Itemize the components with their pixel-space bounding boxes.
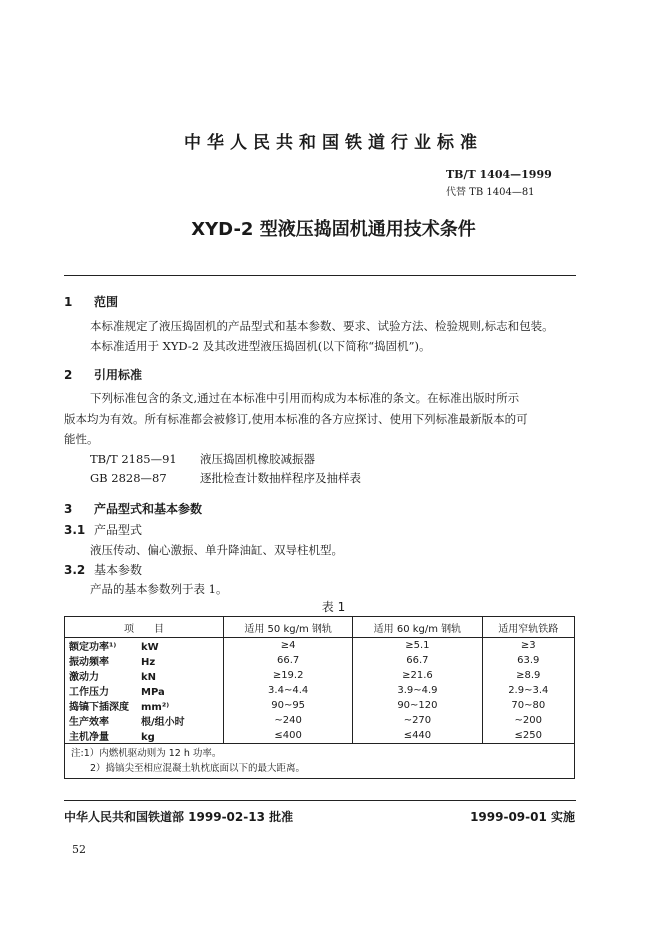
section-number: 1 xyxy=(64,295,73,309)
param-name-cell xyxy=(65,728,224,744)
table-row xyxy=(65,668,575,683)
param-name-cell xyxy=(65,698,224,713)
value-cell: ≥19.2 xyxy=(224,668,353,683)
section-3-1-text: 液压传动、偏心激振、单升降油缸、双导柱机型。 xyxy=(90,543,343,557)
table-note: 2）捣镐尖至相应混凝土轨枕底面以下的最大距离。 xyxy=(71,763,306,774)
parameters-table xyxy=(64,616,575,779)
implementation-date: 1999-09-01 实施 xyxy=(470,810,575,824)
section-number: 3.1 xyxy=(64,523,86,537)
table-row xyxy=(65,698,575,713)
value-cell: 3.4~4.4 xyxy=(224,683,353,698)
value-cell: ≤400 xyxy=(224,728,353,744)
value-cell: 66.7 xyxy=(353,653,482,668)
approval-statement: 中华人民共和国铁道部 1999-02-13 批准 xyxy=(64,810,294,824)
column-header: 项 目 xyxy=(65,617,224,638)
param-name-cell xyxy=(65,653,224,668)
value-cell: 90~95 xyxy=(224,698,353,713)
section-title: 基本参数 xyxy=(94,563,143,577)
column-header: 适用窄轨铁路 xyxy=(482,617,574,638)
section-title: 产品型式和基本参数 xyxy=(94,502,203,516)
value-cell: 2.9~3.4 xyxy=(508,685,549,696)
param-name-cell xyxy=(65,668,224,683)
standard-number: TB/T 1404—1999 xyxy=(446,168,552,181)
section-2-heading xyxy=(64,366,142,383)
value-cell: 70~80 xyxy=(511,700,546,711)
section-title: 产品型式 xyxy=(94,523,143,537)
value-cell: 66.7 xyxy=(224,653,353,668)
param-name-cell xyxy=(65,713,224,728)
page-number: 52 xyxy=(72,843,86,856)
param-unit: MPa xyxy=(141,687,165,698)
column-header: 适用 50 kg/m 钢轨 xyxy=(224,617,353,638)
reference-item xyxy=(90,451,315,467)
value-cell: 90~120 xyxy=(353,698,482,713)
param-unit: Hz xyxy=(141,657,156,668)
section-3-heading xyxy=(64,500,202,517)
value-cell: ~240 xyxy=(224,713,353,728)
param-name: 激动力 xyxy=(69,672,99,683)
replaces-standard: 代替 TB 1404—81 xyxy=(446,187,535,198)
reference-name: 逐批检查计数抽样程序及抽样表 xyxy=(200,471,361,485)
param-name-cell xyxy=(65,638,224,654)
standard-category-title: 中华人民共和国铁道行业标准 xyxy=(184,133,483,153)
section-title: 引用标准 xyxy=(94,368,143,382)
param-name: 生产效率 xyxy=(69,717,109,728)
section-1-paragraph-1: 本标准规定了液压捣固机的产品型式和基本参数、要求、试验方法、检验规则,标志和包装。 xyxy=(90,319,554,333)
param-unit: kN xyxy=(141,672,157,683)
header-divider xyxy=(64,275,576,276)
value-cell: ~200 xyxy=(514,715,543,726)
param-unit: kg xyxy=(141,732,155,743)
section-3-2-text: 产品的基本参数列于表 1。 xyxy=(90,582,228,596)
column-header: 适用 60 kg/m 钢轨 xyxy=(353,617,482,638)
table-row xyxy=(65,638,575,654)
reference-name: 液压捣固机橡胶减振器 xyxy=(200,452,315,466)
section-2-paragraph-line: 版本均为有效。所有标准都会被修订,使用本标准的各方应探讨、使用下列标准最新版本的可 xyxy=(64,412,528,426)
value-cell: ≥3 xyxy=(520,640,536,651)
value-cell: 63.9 xyxy=(517,655,540,666)
value-cell: ~270 xyxy=(353,713,482,728)
table-note: 注:1）内燃机驱动则为 12 h 功率。 xyxy=(71,748,222,759)
param-name: 工作压力 xyxy=(69,687,109,698)
reference-code: TB/T 2185—91 xyxy=(90,452,177,466)
reference-code: GB 2828—87 xyxy=(90,471,167,485)
param-name: 额定功率¹⁾ xyxy=(69,642,117,653)
param-unit: 根/组小时 xyxy=(141,717,185,728)
value-cell: 3.9~4.9 xyxy=(353,683,482,698)
section-3-2-heading xyxy=(64,561,142,578)
section-title: 范围 xyxy=(94,295,119,309)
table-caption: 表 1 xyxy=(321,600,346,614)
param-name: 主机净量 xyxy=(69,732,109,743)
table-row xyxy=(65,653,575,668)
section-1-heading xyxy=(64,293,118,310)
value-cell: ≥5.1 xyxy=(353,638,482,654)
param-unit: kW xyxy=(141,642,159,653)
section-1-paragraph-2: 本标准适用于 XYD-2 及其改进型液压捣固机(以下简称“捣固机”)。 xyxy=(90,339,431,353)
table-row xyxy=(65,728,575,744)
section-number: 3.2 xyxy=(64,563,86,577)
value-cell: ≥4 xyxy=(224,638,353,654)
value-cell: ≤250 xyxy=(514,730,543,741)
table-notes-row xyxy=(65,744,575,779)
table-row xyxy=(65,713,575,728)
value-cell: ≥8.9 xyxy=(516,670,541,681)
footer-divider xyxy=(64,800,576,801)
section-2-paragraph-line: 下列标准包含的条文,通过在本标准中引用而构成为本标准的条文。在标准出版时所示 xyxy=(90,391,520,405)
param-name-cell xyxy=(65,683,224,698)
param-name: 捣镐下插深度 xyxy=(69,702,129,713)
section-number: 2 xyxy=(64,368,73,382)
value-cell: ≥21.6 xyxy=(353,668,482,683)
param-unit: mm²⁾ xyxy=(141,702,170,713)
reference-item xyxy=(90,470,361,486)
value-cell: ≤440 xyxy=(353,728,482,744)
section-2-paragraph-line: 能性。 xyxy=(64,432,99,446)
table-row xyxy=(65,683,575,698)
section-number: 3 xyxy=(64,502,73,516)
section-3-1-heading xyxy=(64,521,142,538)
document-title: XYD-2 型液压捣固机通用技术条件 xyxy=(191,219,476,240)
table-notes xyxy=(65,744,575,779)
param-name: 振动频率 xyxy=(69,657,109,668)
table-header-row xyxy=(65,617,575,638)
